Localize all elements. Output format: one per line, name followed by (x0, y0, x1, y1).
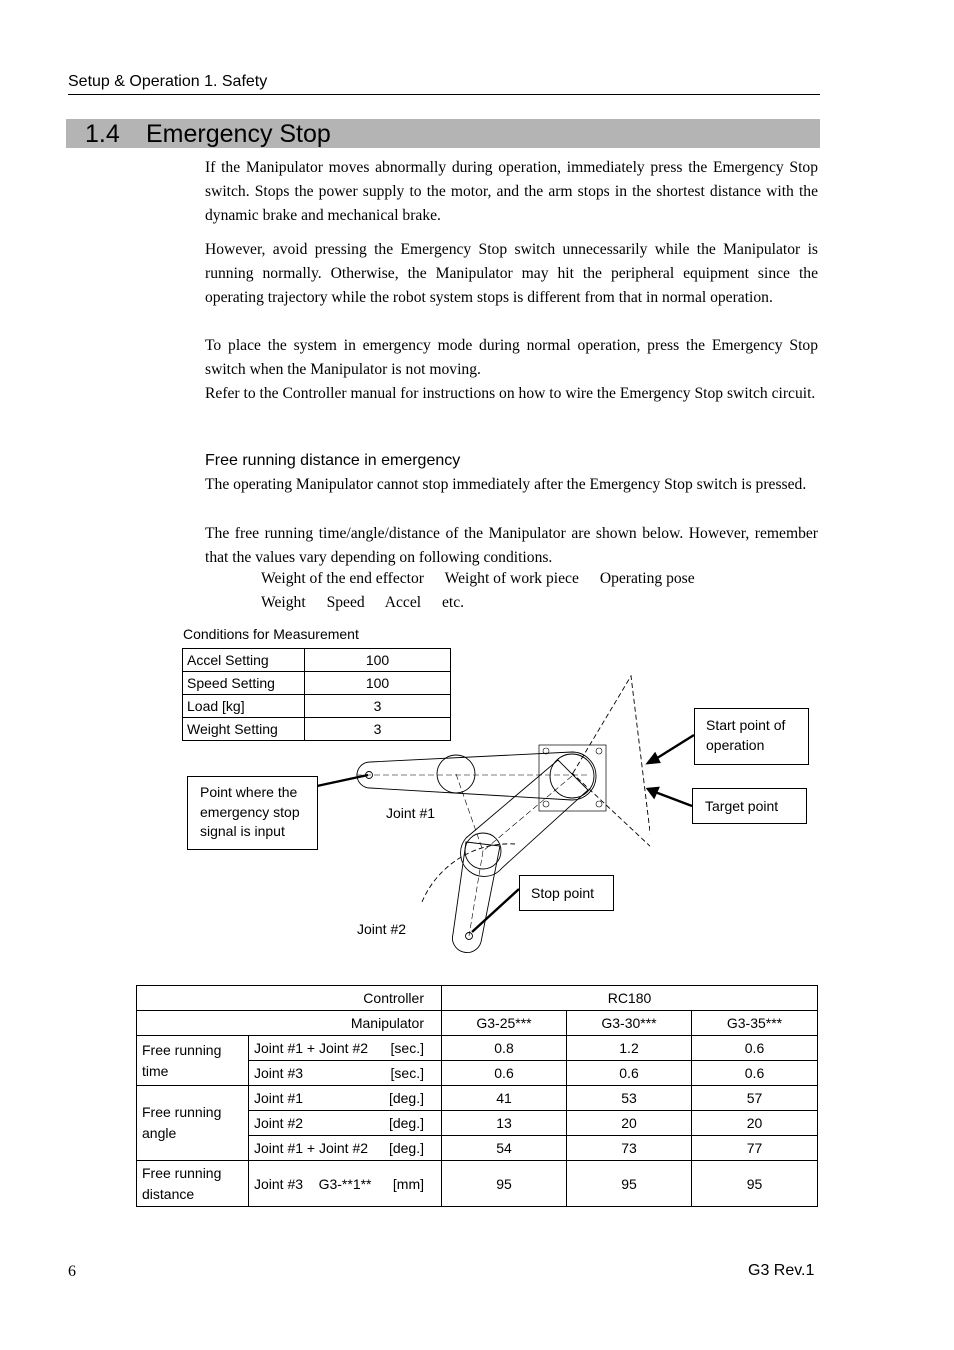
value-cell: 20 (567, 1111, 692, 1136)
value-cell: 57 (692, 1086, 818, 1111)
pointer-stop (472, 889, 519, 932)
condition-item: Weight of the end effector (261, 570, 424, 587)
joint-name: Joint #3 (254, 1065, 304, 1081)
condition-item: etc. (441, 594, 465, 611)
measurement-label: Speed Setting (183, 672, 305, 695)
joint-unit: [sec.] (390, 1040, 424, 1056)
value-cell: 53 (567, 1086, 692, 1111)
callout-stop-point: Stop point (519, 875, 614, 911)
value-cell: 0.6 (692, 1061, 818, 1086)
value-cell: 0.6 (567, 1061, 692, 1086)
controller-value: RC180 (442, 986, 818, 1011)
group-distance: Free running distance (137, 1161, 249, 1207)
pointer-start (654, 735, 694, 760)
measurement-value: 100 (305, 649, 451, 672)
callout-signal-point: Point where the emergency stop signal is input (187, 776, 318, 850)
label-joint-1: Joint #1 (386, 805, 436, 821)
value-cell: 95 (442, 1161, 567, 1207)
group-time: Free running time (137, 1036, 249, 1086)
value-cell: 95 (567, 1161, 692, 1207)
measurement-caption: Conditions for Measurement (183, 626, 359, 642)
model-header: G3-30*** (567, 1011, 692, 1036)
measurement-label: Accel Setting (183, 649, 305, 672)
value-cell: 0.6 (692, 1036, 818, 1061)
paragraph-avoid-unnecessary: However, avoid pressing the Emergency Stop switch unnecessarily while the Manipulator is running normally. Otherwise, the Manipulator may hit the peripheral equipment since the operating trajectory while the robot system stops is different from that in normal operation. (205, 241, 818, 306)
measurement-label: Weight Setting (183, 718, 305, 741)
condition-item: Weight (261, 594, 306, 611)
section-number: 1.4 (85, 120, 120, 148)
joint-name: Joint #1 (254, 1090, 304, 1106)
value-cell: 1.2 (567, 1036, 692, 1061)
model-header: G3-25*** (442, 1011, 567, 1036)
table-row (137, 1036, 818, 1061)
joint-cell (249, 1061, 442, 1086)
table-row (137, 986, 818, 1011)
value-cell: 77 (692, 1136, 818, 1161)
value-cell: 20 (692, 1111, 818, 1136)
value-cell: 54 (442, 1136, 567, 1161)
joint-cell (249, 1161, 442, 1207)
joint-cell (249, 1036, 442, 1061)
condition-item: Speed (326, 594, 365, 611)
condition-item: Weight of work piece (444, 570, 579, 587)
running-header: Setup & Operation 1. Safety (68, 73, 268, 90)
paragraph-cannot-stop: The operating Manipulator cannot stop immediately after the Emergency Stop switch is pressed. (205, 476, 807, 493)
paragraph-emergency-mode: To place the system in emergency mode during normal operation, press the Emergency Stop switch when the Manipulator is not moving. (205, 337, 818, 378)
joint-unit: [mm] (392, 1175, 424, 1192)
group-angle: Free running angle (137, 1086, 249, 1161)
value-cell: 13 (442, 1111, 567, 1136)
measurement-value: 3 (305, 695, 451, 718)
callout-target-point: Target point (692, 788, 807, 824)
controller-label: Controller (137, 986, 442, 1011)
condition-item: Accel (384, 594, 422, 611)
pointer-target (655, 792, 692, 806)
free-running-table (136, 985, 818, 1207)
joint-unit: [deg.] (388, 1090, 424, 1106)
condition-item: Operating pose (599, 570, 695, 587)
section-title: Emergency Stop (146, 120, 331, 148)
value-cell: 95 (692, 1161, 818, 1207)
subheading-free-running: Free running distance in emergency (205, 452, 461, 469)
table-row (137, 1161, 818, 1207)
joint-unit: [deg.] (388, 1115, 424, 1131)
joint-cell (249, 1086, 442, 1111)
paragraph-wiring-reference: Refer to the Controller manual for instructions on how to wire the Emergency Stop switch circuit. (205, 385, 816, 402)
manipulator-label: Manipulator (137, 1011, 442, 1036)
document-revision: G3 Rev.1 (748, 1262, 815, 1279)
page-number: 6 (68, 1263, 76, 1280)
value-cell: 0.6 (442, 1061, 567, 1086)
measurement-value: 3 (305, 718, 451, 741)
joint-cell (249, 1111, 442, 1136)
table-row (137, 1011, 818, 1036)
joint-name: Joint #1 + Joint #2 (254, 1140, 369, 1156)
joint-name: Joint #1 + Joint #2 (254, 1040, 369, 1056)
measurement-label: Load [kg] (183, 695, 305, 718)
callout-start-point: Start point of operation (694, 708, 809, 765)
paragraph-emergency-press: If the Manipulator moves abnormally during operation, immediately press the Emergency Stop switch. Stops the power supply to the motor, and the arm stops in the shortest distance with the dynamic brake and mechanical brake. (205, 159, 818, 224)
value-cell: 41 (442, 1086, 567, 1111)
joint-cell (249, 1136, 442, 1161)
measurement-value: 100 (305, 672, 451, 695)
joint-unit: [sec.] (390, 1065, 424, 1081)
model-header: G3-35*** (692, 1011, 818, 1036)
value-cell: 73 (567, 1136, 692, 1161)
value-cell: 0.8 (442, 1036, 567, 1061)
joint-name: Joint #3 G3-**1** (254, 1175, 372, 1192)
joint-name: Joint #2 (254, 1115, 304, 1131)
joint-unit: [deg.] (388, 1140, 424, 1156)
table-row (137, 1086, 818, 1111)
paragraph-values-vary: The free running time/angle/distance of the Manipulator are shown below. However, remember that the values vary depending on following conditions. (205, 525, 818, 566)
label-joint-2: Joint #2 (357, 921, 407, 937)
